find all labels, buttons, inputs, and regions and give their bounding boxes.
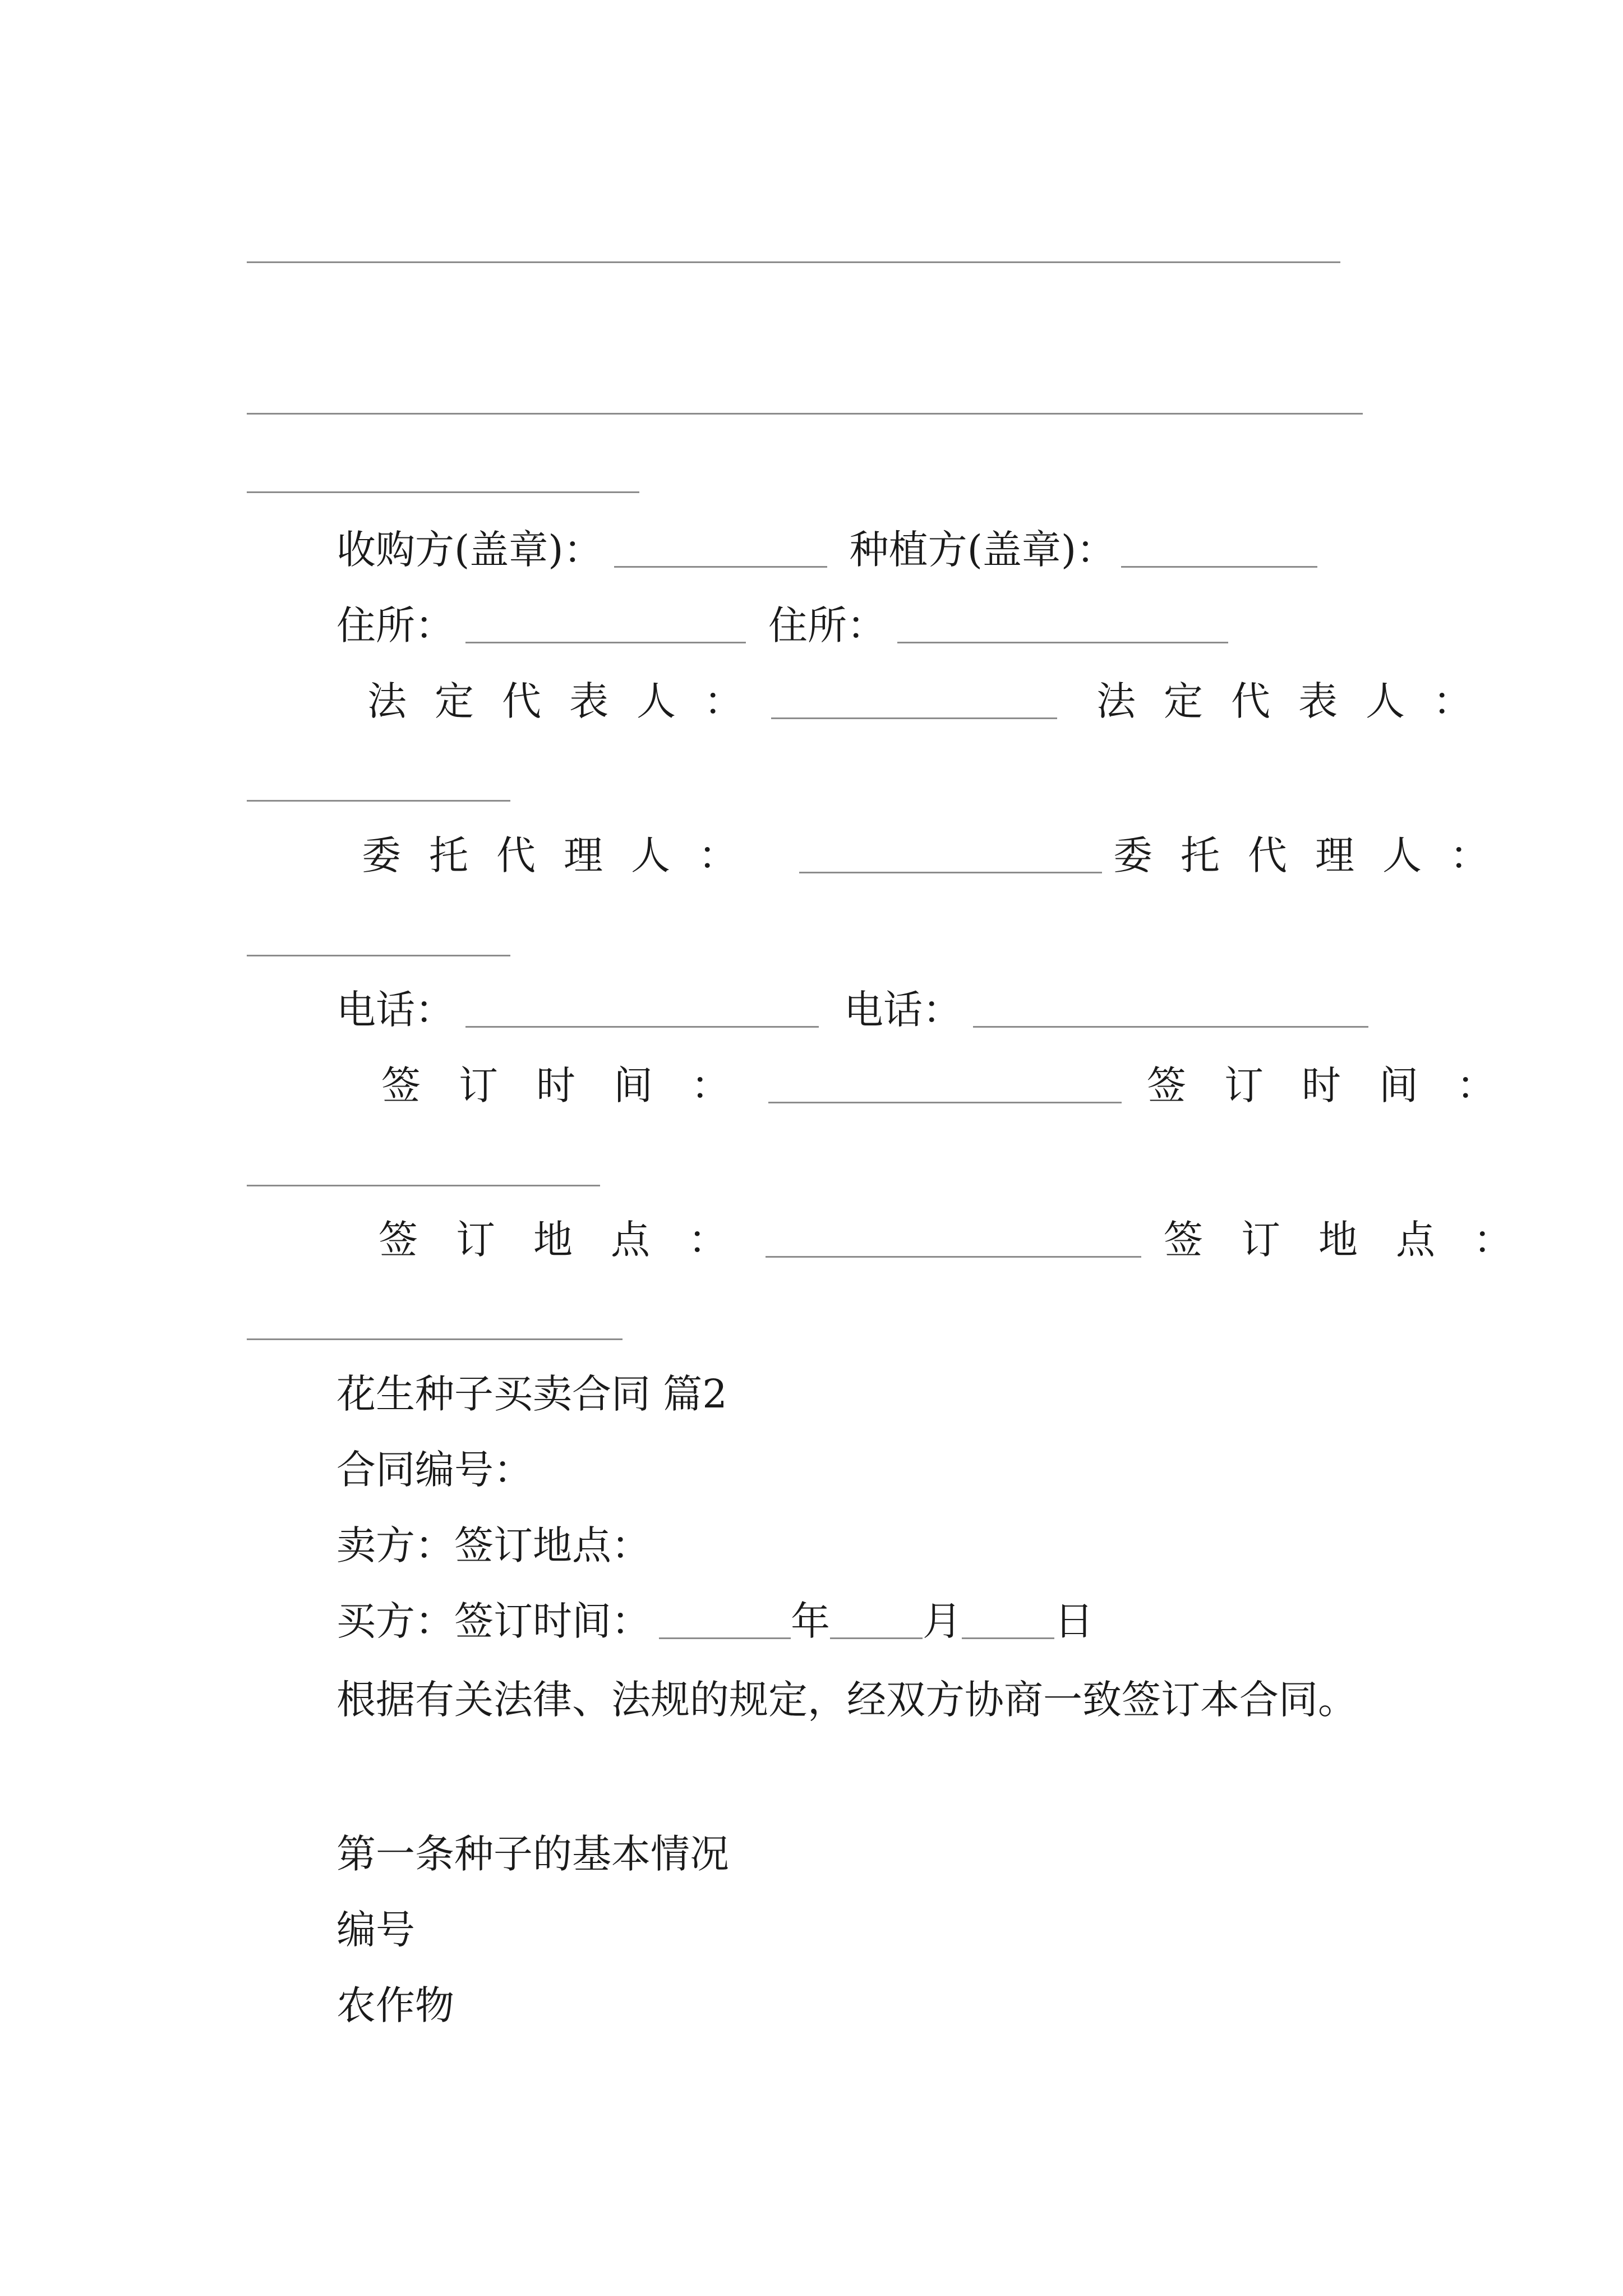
sign-time-b-label: 签订时间： <box>1147 1062 1534 1108</box>
day-label: 日 <box>1054 1598 1094 1644</box>
crop-label <box>336 1980 454 2031</box>
contract-title-text: 花生种子买卖合同 篇2 <box>336 1371 727 1417</box>
agent-row <box>362 830 1517 881</box>
contract-number-label: 合同编号： <box>336 1447 533 1493</box>
contract-title <box>336 1369 727 1419</box>
legal-rep-row <box>367 676 1500 726</box>
seller-row <box>336 1520 651 1571</box>
agent-b-label: 委托代理人： <box>1113 832 1517 878</box>
sign-place-a-blank <box>766 1256 1141 1258</box>
sign-place-label: 签订地点： <box>454 1522 651 1568</box>
planter-seal-label: 种植方(盖章)： <box>849 527 1116 573</box>
sign-time-a-blank <box>768 1102 1122 1103</box>
address-a-label: 住所： <box>336 602 454 648</box>
item-number-label <box>336 1904 415 1955</box>
legal-rep-a-blank <box>771 717 1057 719</box>
sign-time-row <box>381 1060 1534 1111</box>
sign-time-label: 签订时间： <box>454 1598 651 1644</box>
phone-b-blank <box>973 1026 1368 1028</box>
buyer-seal-label: 收购方(盖章)： <box>336 527 603 573</box>
address-b-label: 住所： <box>768 602 886 648</box>
month-blank <box>830 1637 923 1639</box>
seller-label: 卖方： <box>336 1522 454 1568</box>
buyer-label: 买方： <box>336 1598 454 1644</box>
crop-text: 农作物 <box>336 1982 454 2028</box>
address-a-blank <box>465 642 746 643</box>
sign-place-a-label: 签订地点： <box>379 1217 766 1263</box>
month-label: 月 <box>923 1598 962 1644</box>
agent-a-label: 委托代理人： <box>362 832 766 878</box>
agent-a-blank <box>799 872 1102 873</box>
blank-line <box>247 955 510 956</box>
item-number-text: 编号 <box>336 1907 415 1953</box>
legal-rep-a-label: 法定代表人： <box>367 678 771 724</box>
phone-a-label: 电话： <box>336 987 454 1033</box>
sign-place-b-label: 签订地点： <box>1164 1217 1551 1263</box>
article-1-text: 第一条种子的基本情况 <box>336 1831 729 1877</box>
buyer-row <box>336 1596 1094 1646</box>
blank-line <box>247 1185 600 1186</box>
year-label: 年 <box>791 1598 830 1644</box>
sign-time-a-label: 签订时间： <box>381 1062 768 1108</box>
phone-b-label: 电话： <box>844 987 962 1033</box>
blank-line <box>247 413 1363 415</box>
phone-row <box>336 984 1368 1035</box>
article-1-heading <box>336 1829 729 1879</box>
blank-line <box>247 491 639 493</box>
blank-line <box>247 800 510 802</box>
intro-paragraph: 根据有关法律、法规的规定，经双方协商一致签订本合同。 <box>336 1677 1357 1723</box>
address-row <box>336 600 1228 651</box>
planter-seal-blank <box>1121 566 1317 568</box>
phone-a-blank <box>465 1026 819 1028</box>
day-blank <box>962 1637 1054 1639</box>
sign-place-row <box>379 1214 1551 1265</box>
blank-line <box>247 1338 623 1340</box>
blank-line <box>247 261 1340 263</box>
legal-rep-b-label: 法定代表人： <box>1096 678 1500 724</box>
seal-row <box>336 524 1317 575</box>
contract-number <box>336 1444 533 1495</box>
address-b-blank <box>897 642 1228 643</box>
year-blank <box>659 1637 791 1639</box>
buyer-seal-blank <box>614 566 827 568</box>
